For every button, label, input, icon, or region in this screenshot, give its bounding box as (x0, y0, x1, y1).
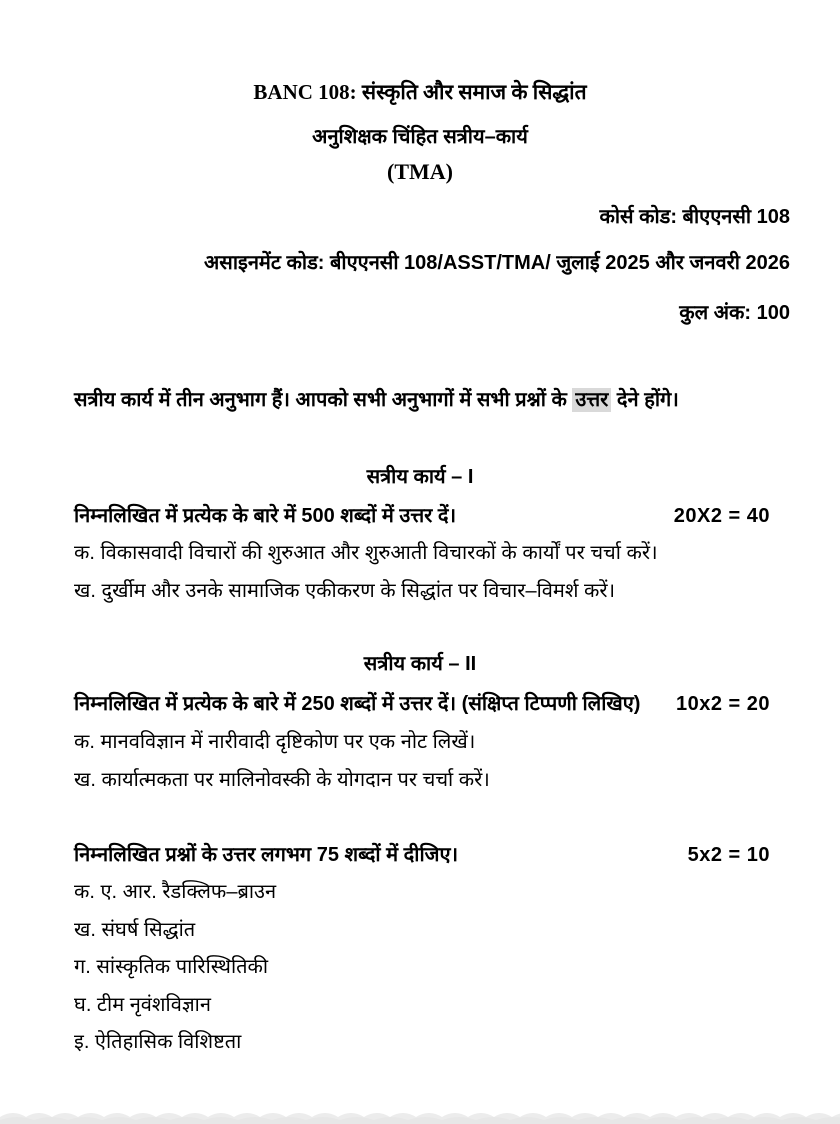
course-title: BANC 108: संस्कृति और समाज के सिद्धांत (253, 80, 587, 104)
intro-note (74, 387, 770, 413)
intro-note-after: देने होंगे। (611, 389, 679, 411)
section-3-instruction: निम्नलिखित प्रश्नों के उत्तर लगभग 75 शब्दों में दीजिए। (74, 844, 459, 866)
section-1-instruction-row (74, 503, 770, 529)
course-code: कोर्स कोड: बीएएनसी 108 (599, 206, 790, 228)
question-item: इ. ऐतिहासिक विशिष्टता (74, 1031, 242, 1053)
intro-highlighted-word: उत्तर (572, 388, 611, 412)
assignment-type-title: अनुशिक्षक चिंहित सत्रीय–कार्य (312, 126, 528, 148)
section-2-instruction-row (74, 691, 770, 717)
section-3-instruction-row (74, 842, 770, 868)
section-2-heading: सत्रीय कार्य – II (363, 653, 477, 675)
question-item: क. मानवविज्ञान में नारीवादी दृष्टिकोण पर एक नोट लिखें। (74, 731, 476, 753)
assignment-code: असाइनमेंट कोड: बीएएनसी 108/ASST/TMA/ जुलाई 2025 और जनवरी 2026 (204, 252, 790, 274)
question-item: ख. संघर्ष सिद्धांत (74, 919, 196, 941)
total-marks: कुल अंक: 100 (679, 302, 790, 324)
question-item: ख. दुर्खीम और उनके सामाजिक एकीकरण के सिद्धांत पर विचार–विमर्श करें। (74, 580, 616, 602)
intro-note-before: सत्रीय कार्य में तीन अनुभाग हैं। आपको सभी अनुभागों में सभी प्रश्नों के (74, 389, 573, 411)
question-item: घ. टीम नृवंशविज्ञान (74, 994, 211, 1016)
tma-label: (TMA) (387, 159, 453, 184)
section-3-marks: 5x2 = 10 (687, 844, 770, 866)
question-item: ग. सांस्कृतिक पारिस्थितिकी (74, 956, 269, 978)
section-2-instruction: निम्नलिखित में प्रत्येक के बारे में 250 शब्दों में उत्तर दें। (संक्षिप्त टिप्पणी लिखिए) (74, 693, 641, 715)
section-1-instruction: निम्नलिखित में प्रत्येक के बारे में 500 शब्दों में उत्तर दें। (74, 505, 457, 527)
section-1-heading: सत्रीय कार्य – I (366, 466, 474, 488)
question-item: क. ए. आर. रैडक्लिफ–ब्राउन (74, 881, 277, 903)
section-2-marks: 10x2 = 20 (675, 693, 770, 715)
section-1-marks: 20X2 = 40 (673, 505, 770, 527)
question-item: क. विकासवादी विचारों की शुरुआत और शुरुआती विचारकों के कार्यों पर चर्चा करें। (74, 542, 658, 564)
scan-artifact-band (0, 1104, 840, 1124)
question-item: ख. कार्यात्मकता पर मालिनोवस्की के योगदान पर चर्चा करें। (74, 769, 490, 791)
